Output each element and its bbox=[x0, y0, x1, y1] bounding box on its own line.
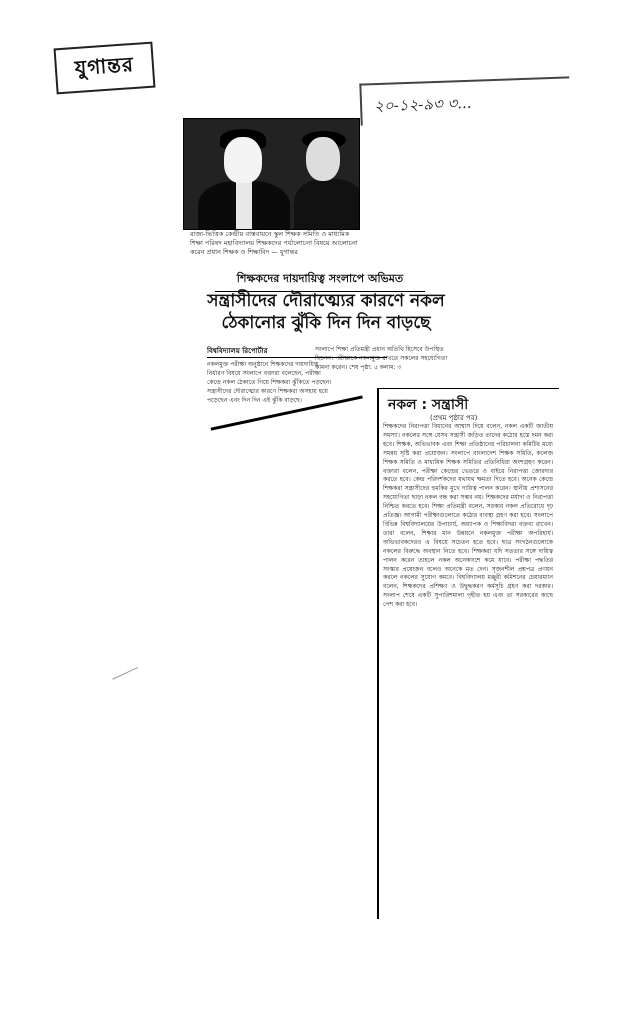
article-kicker: শিক্ষকদের দায়দায়িত্ব সংলাপে অভিমত bbox=[215, 270, 425, 292]
article-column-left: নকলমুক্ত পরীক্ষা অনুষ্ঠানে শিক্ষকদের দায়দায়িত্ব নির্ধারণ বিষয়ে সংলাপে বক্তারা বলেছেন, পরীক্ষা কেন্দ্রে নকল ঠেকাতে গিয়ে শিক্ষকরা ঝুঁকিতে পড়ছেন। সন্ত্রাসীদের দৌরাত্ম্যের কারণে শিক্ষকরা অসহায় হয়ে পড়েছেন এবং দিন দিন এই ঝুঁকি বাড়ছে। bbox=[207, 361, 332, 404]
continuation-subtitle: (প্রথম পৃষ্ঠার পর) bbox=[430, 414, 478, 422]
article-column-right: সংলাপে শিক্ষা প্রতিমন্ত্রী প্রধান অতিথি হিসেবে উপস্থিত ছিলেন। পরীক্ষাকে নকলমুক্ত রাখতে সকলের সহযোগিতা কামনা করেন। শেষ পৃষ্ঠা: ৫ কলাম: ৩ bbox=[315, 346, 448, 371]
handwritten-note: ২০-১২-৯৩ ৩... bbox=[359, 76, 570, 125]
continuation-text: শিক্ষকদের নিরাপত্তা বিধানের আশ্বাস দিয়ে বলেন, নকল একটি জাতীয় সমস্যা। নকলের সঙ্গে যেসব সন্ত্রাসী জড়িত তাদের কঠোর হস্তে দমন করা হবে। শিক্ষক, অভিভাবক এবং শিক্ষা প্রতিষ্ঠানের পরিচালনা কমিটির মধ্যে সমন্বয় সৃষ্টি করা প্রয়োজন। সংলাপে বাংলাদেশ শিক্ষক সমিতি, কলেজ শিক্ষক সমিতি ও মাধ্যমিক শিক্ষক সমিতির প্রতিনিধিরা অংশগ্রহণ করেন। বক্তারা বলেন, পরীক্ষা কেন্দ্রের ভেতরে ও বাইরে নিরাপত্তা জোরদার করতে হবে। কেন্দ্র পরিদর্শকদের যথাযথ ক্ষমতা দিতে হবে। অনেক কেন্দ্রে শিক্ষকরা সন্ত্রাসীদের হুমকির মুখে দায়িত্ব পালন করেন। স্থানীয় প্রশাসনের সহযোগিতা ছাড়া নকল বন্ধ করা সম্ভব নয়। শিক্ষকদের মর্যাদা ও নিরাপত্তা নিশ্চিত করতে হবে। শিক্ষা প্রতিমন্ত্রী বলেন, সরকার নকল প্রতিরোধে দৃঢ় প্রতিজ্ঞ। আগামী পরীক্ষাগুলোতে কঠোর ব্যবস্থা গ্রহণ করা হবে। সংলাপে বিভিন্ন বিশ্ববিদ্যালয়ের উপাচার্য, অধ্যাপক ও শিক্ষাবিদরা বক্তব্য রাখেন। তারা বলেন, শিক্ষার মান উন্নয়নে নকলমুক্ত পরীক্ষা অপরিহার্য। অভিভাবকদেরও এ বিষয়ে সচেতন হতে হবে। ছাত্র সংগঠনগুলোকে নকলের বিরুদ্ধে অবস্থান নিতে হবে। শিক্ষকরা যদি সততার সঙ্গে দায়িত্ব পালন করেন তাহলে নকল অনেকাংশে কমে যাবে। পরীক্ষা পদ্ধতির সংস্কার প্রয়োজন বলেও অনেকে মত দেন। সৃজনশীল প্রশ্নপত্র প্রণয়ন করলে নকলের সুযোগ কমবে। বিশ্ববিদ্যালয় মঞ্জুরী কমিশনের চেয়ারম্যান বলেন, শিক্ষকদের প্রশিক্ষণ ও উদ্বুদ্ধকরণ কর্মসূচি গ্রহণ করা দরকার। সংলাপ শেষে একটি সুপারিশমালা গৃহীত হয় এবং তা সরকারের কাছে পেশ করা হবে। bbox=[383, 423, 553, 609]
continuation-title: নকল : সন্ত্রাসী bbox=[388, 397, 469, 413]
news-photo bbox=[183, 118, 360, 230]
article-headline: সন্ত্রাসীদের দৌরাত্ম্যের কারণে নকল ঠেকানোর ঝুঁকি দিন দিন বাড়ছে bbox=[207, 291, 445, 333]
photo-caption: রাজ্য-ভিত্তিক কেন্দ্রীয় বাস্তবায়নে স্কুল শিক্ষক সমিতি ও মাধ্যমিক শিক্ষা পরিষদ মহাবিদ্যালয় শিক্ষকদের পর্যালোচনা বিষয়ে আলোচনা করেন প্রধান শিক্ষক ও শিক্ষাবিদ — যুগান্তর bbox=[190, 230, 358, 256]
margin-mark bbox=[112, 667, 145, 696]
article-byline: বিশ্ববিদ্যালয় রিপোর্টার bbox=[207, 345, 387, 358]
newspaper-stamp: যুগান্তর bbox=[54, 42, 156, 95]
